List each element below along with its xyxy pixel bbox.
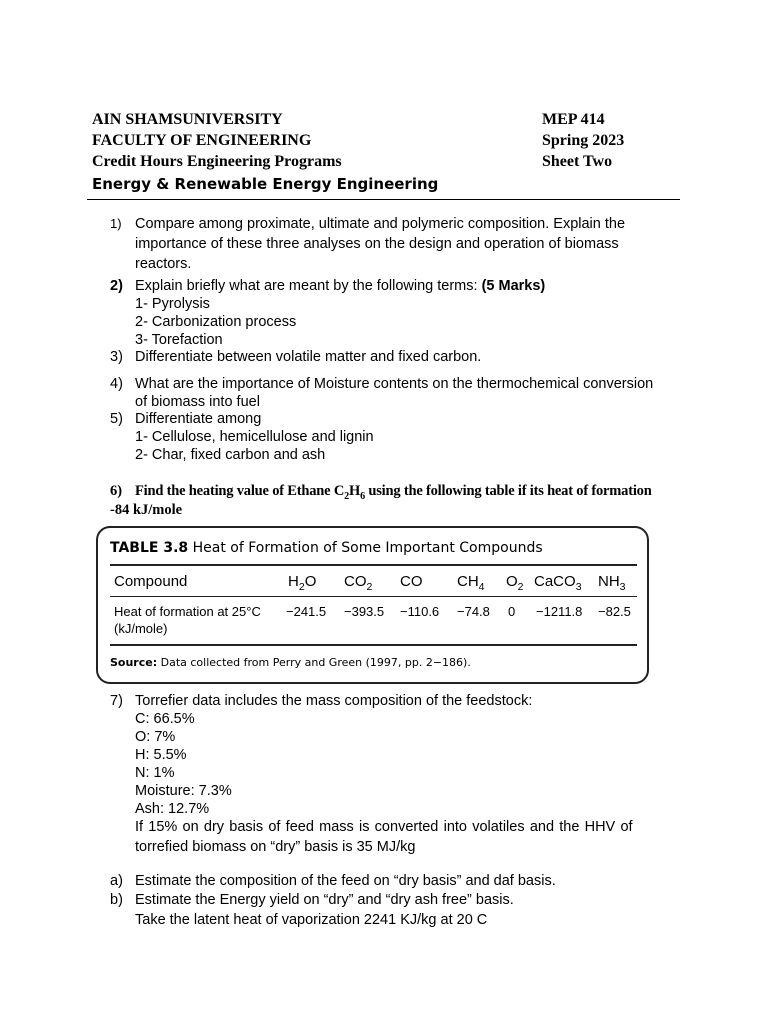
column-header-compound: Compound bbox=[114, 573, 188, 590]
table-rule bbox=[110, 596, 637, 597]
formula-part: O bbox=[304, 573, 317, 590]
question-number: 6) bbox=[110, 483, 123, 499]
formula-part: CO bbox=[344, 573, 367, 590]
table-title bbox=[110, 540, 543, 556]
subscript: 2 bbox=[366, 581, 373, 593]
question-text: Torrefier data includes the mass composition of the feedstock: bbox=[135, 693, 533, 709]
subscript: 4 bbox=[478, 581, 485, 593]
formula-part: O bbox=[506, 573, 518, 590]
question-b-text bbox=[135, 891, 680, 931]
subscript: 6 bbox=[360, 490, 365, 502]
header-row-1 bbox=[92, 111, 692, 132]
question-text: Explain briefly what are meant by the following terms: bbox=[135, 278, 482, 294]
question-5-text bbox=[135, 410, 680, 464]
source-label: Source: bbox=[110, 656, 158, 669]
header-divider bbox=[87, 199, 680, 200]
subscript: 2 bbox=[298, 581, 305, 593]
formula-part: CH bbox=[457, 573, 479, 590]
question-6-line-1 bbox=[135, 482, 680, 500]
question-number: 4) bbox=[110, 376, 123, 392]
table-label: TABLE 3.8 bbox=[110, 540, 189, 556]
question-2-line bbox=[135, 277, 680, 295]
question-5 bbox=[0, 410, 768, 464]
value-nh3: −82.5 bbox=[598, 604, 631, 619]
formula-part: H bbox=[348, 483, 361, 499]
question-6-text bbox=[135, 482, 680, 500]
question-text: Find the heating value of Ethane C bbox=[135, 483, 345, 499]
header-row-3 bbox=[92, 153, 692, 174]
composition-item: H: 5.5% bbox=[135, 747, 187, 763]
table-header-row bbox=[98, 573, 647, 593]
question-1 bbox=[0, 215, 768, 275]
question-text: Differentiate between volatile matter and fixed carbon. bbox=[135, 349, 482, 365]
header-row-2 bbox=[92, 132, 692, 153]
question-number: 2) bbox=[110, 278, 123, 294]
question-4 bbox=[0, 375, 768, 411]
question-text: Estimate the composition of the feed on “dry basis” and daf basis. bbox=[135, 873, 556, 889]
program-name: Credit Hours Engineering Programs bbox=[92, 153, 342, 170]
question-text: Differentiate among bbox=[135, 411, 262, 427]
value-h2o: −241.5 bbox=[286, 604, 327, 619]
marks-label: (5 Marks) bbox=[481, 278, 546, 294]
question-7-text bbox=[135, 692, 680, 858]
university-name: AIN SHAMSUNIVERSITY bbox=[92, 111, 283, 128]
question-number: 5) bbox=[110, 411, 123, 427]
composition-item: Ash: 12.7% bbox=[135, 801, 210, 817]
term-item: 3- Torefaction bbox=[135, 332, 223, 348]
source-text: Data collected from Perry and Green (1997, pp. 2−186). bbox=[157, 656, 471, 669]
question-3 bbox=[0, 348, 768, 368]
question-note: Take the latent heat of vaporization 2241 KJ/kg at 20 C bbox=[135, 912, 488, 928]
compound-o2 bbox=[506, 573, 524, 593]
text-line: torrefied biomass on “dry” basis is 35 MJ/kg bbox=[135, 839, 416, 855]
text-line: What are the importance of Moisture contents on the thermochemical conversion bbox=[135, 376, 654, 392]
text-line: importance of these three analyses on the design and operation of biomass bbox=[135, 236, 619, 252]
table-source bbox=[110, 656, 471, 669]
term-item: 1- Pyrolysis bbox=[135, 296, 210, 312]
question-2 bbox=[0, 277, 768, 349]
question-number: 3) bbox=[110, 349, 123, 365]
compound-nh3 bbox=[598, 573, 626, 593]
list-item: 2- Char, fixed carbon and ash bbox=[135, 447, 326, 463]
row-unit: (kJ/mole) bbox=[114, 621, 168, 636]
question-number: 7) bbox=[110, 693, 123, 709]
department-name: Energy & Renewable Energy Engineering bbox=[92, 175, 439, 193]
compound-co2 bbox=[344, 573, 372, 593]
list-item: 1- Cellulose, hemicellulose and lignin bbox=[135, 429, 374, 445]
composition-item: N: 1% bbox=[135, 765, 175, 781]
question-number: a) bbox=[110, 873, 123, 889]
value-ch4: −74.8 bbox=[457, 604, 490, 619]
row-label: Heat of formation at 25°C bbox=[114, 604, 261, 619]
heat-of-formation-table bbox=[96, 526, 649, 684]
question-1-text bbox=[135, 215, 680, 275]
text-line: reactors. bbox=[135, 256, 192, 272]
value-caco3: −1211.8 bbox=[536, 604, 583, 619]
compound-ch4 bbox=[457, 573, 485, 593]
formula-part: CaCO bbox=[534, 573, 576, 590]
table-caption: Heat of Formation of Some Important Compounds bbox=[192, 540, 543, 556]
question-b bbox=[0, 891, 768, 931]
subscript: 3 bbox=[575, 581, 582, 593]
table-value-row bbox=[98, 604, 647, 640]
term: Spring 2023 bbox=[542, 132, 625, 149]
text-line: If 15% on dry basis of feed mass is converted into volatiles and the HHV of bbox=[135, 819, 633, 835]
faculty-name: FACULTY OF ENGINEERING bbox=[92, 132, 312, 149]
compound-co: CO bbox=[400, 573, 423, 590]
compound-caco3 bbox=[534, 573, 582, 593]
question-6-line-2: -84 kJ/mole bbox=[110, 502, 183, 518]
document-header bbox=[92, 111, 692, 174]
question-text: using the following table if its heat of formation bbox=[364, 483, 652, 499]
question-2-text bbox=[135, 277, 680, 349]
table-rule bbox=[110, 644, 637, 646]
value-o2: 0 bbox=[508, 604, 516, 619]
text-line: Compare among proximate, ultimate and polymeric composition. Explain the bbox=[135, 216, 626, 232]
question-number: 1) bbox=[110, 216, 122, 231]
composition-item: Moisture: 7.3% bbox=[135, 783, 232, 799]
formula-part: NH bbox=[598, 573, 620, 590]
subscript: 2 bbox=[344, 490, 349, 502]
question-text: Estimate the Energy yield on “dry” and “dry ash free” basis. bbox=[135, 892, 514, 908]
sheet-number: Sheet Two bbox=[542, 153, 613, 170]
subscript: 3 bbox=[619, 581, 626, 593]
value-co: −110.6 bbox=[400, 604, 440, 619]
table-rule bbox=[110, 564, 637, 566]
question-4-text bbox=[135, 375, 680, 411]
value-co2: −393.5 bbox=[344, 604, 385, 619]
term-item: 2- Carbonization process bbox=[135, 314, 297, 330]
question-number: b) bbox=[110, 892, 123, 908]
composition-item: O: 7% bbox=[135, 729, 176, 745]
question-6 bbox=[0, 482, 768, 522]
composition-item: C: 66.5% bbox=[135, 711, 195, 727]
question-7 bbox=[0, 692, 768, 862]
question-a bbox=[0, 872, 768, 892]
formula-part: H bbox=[288, 573, 299, 590]
text-line: of biomass into fuel bbox=[135, 394, 260, 410]
compound-h2o bbox=[288, 573, 316, 593]
subscript: 2 bbox=[517, 581, 524, 593]
course-code: MEP 414 bbox=[542, 111, 605, 128]
